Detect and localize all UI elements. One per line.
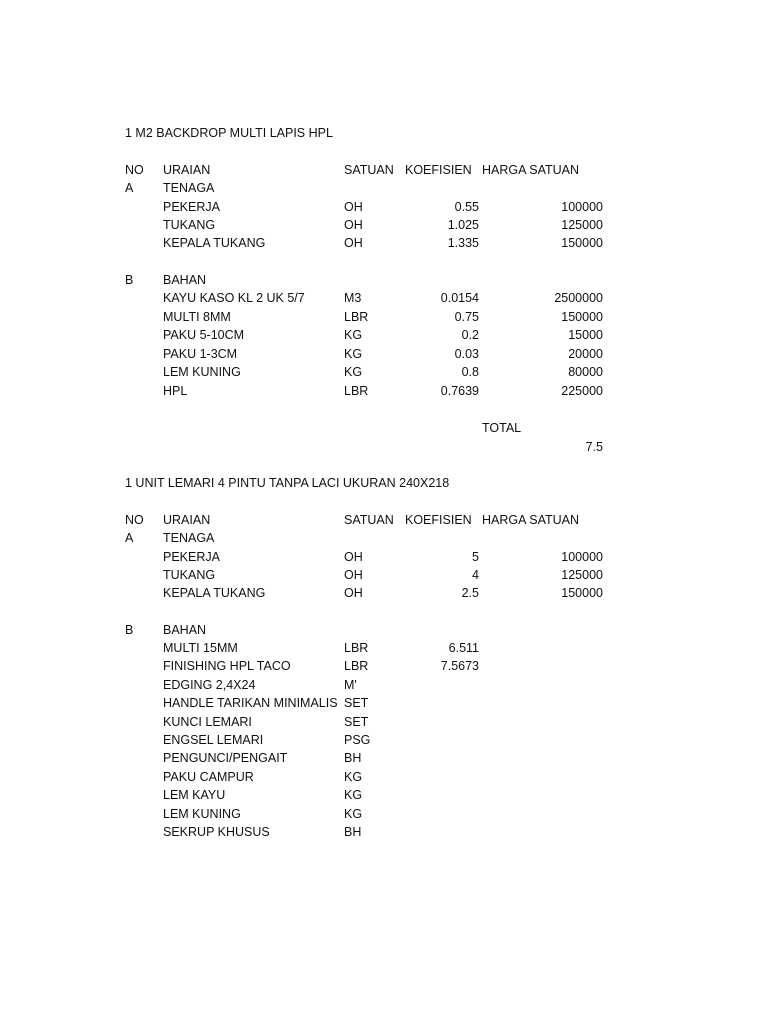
table-row <box>0 345 768 363</box>
item-satuan: OH <box>344 236 363 250</box>
table-row <box>0 234 768 252</box>
item-koefisien: 4 <box>472 568 479 582</box>
section-1-header-row <box>0 161 768 179</box>
item-koefisien: 0.55 <box>454 200 479 214</box>
item-koefisien: 7.5673 <box>440 659 479 673</box>
item-harga: 150000 <box>561 236 603 250</box>
item-harga: 100000 <box>561 200 603 214</box>
item-koefisien: 1.335 <box>447 236 479 250</box>
item-satuan: LBR <box>344 641 369 655</box>
item-satuan: OH <box>344 586 363 600</box>
item-uraian: PAKU 5-10CM <box>163 328 245 342</box>
section-title: 1 UNIT LEMARI 4 PINTU TANPA LACI UKURAN 240X218 <box>125 476 450 490</box>
table-row <box>0 657 768 675</box>
item-uraian: EDGING 2,4X24 <box>163 678 256 692</box>
table-row <box>0 584 768 602</box>
item-satuan: LBR <box>344 310 369 324</box>
table-row <box>0 198 768 216</box>
item-uraian: KEPALA TUKANG <box>163 586 266 600</box>
item-uraian: TUKANG <box>163 218 216 232</box>
item-harga: 150000 <box>561 310 603 324</box>
group-code: B <box>125 623 134 637</box>
item-satuan: KG <box>344 770 363 784</box>
item-koefisien: 0.7639 <box>440 384 479 398</box>
header-satuan: SATUAN <box>344 513 394 527</box>
item-satuan: M3 <box>344 291 362 305</box>
item-harga: 100000 <box>561 550 603 564</box>
item-uraian: LEM KUNING <box>163 807 241 821</box>
item-uraian: TUKANG <box>163 568 216 582</box>
section-2-title-row <box>0 474 768 492</box>
header-uraian: URAIAN <box>163 513 211 527</box>
header-harga-satuan: HARGA SATUAN <box>482 513 580 527</box>
total-label-row <box>0 419 768 437</box>
item-uraian: HPL <box>163 384 188 398</box>
section-1-title-row <box>0 124 768 142</box>
item-uraian: PAKU CAMPUR <box>163 770 254 784</box>
item-uraian: LEM KUNING <box>163 365 241 379</box>
item-satuan: SET <box>344 715 369 729</box>
item-satuan: KG <box>344 347 363 361</box>
table-row <box>0 639 768 657</box>
item-uraian: PAKU 1-3CM <box>163 347 238 361</box>
item-uraian: PEKERJA <box>163 550 220 564</box>
item-uraian: KEPALA TUKANG <box>163 236 266 250</box>
header-koefisien: KOEFISIEN <box>405 513 472 527</box>
total-value: 7.5 <box>585 440 603 454</box>
group-code: B <box>125 273 134 287</box>
item-koefisien: 0.2 <box>461 328 479 342</box>
section-2-header-row <box>0 511 768 529</box>
table-row <box>0 805 768 823</box>
item-koefisien: 0.8 <box>461 365 479 379</box>
item-satuan: KG <box>344 365 363 379</box>
item-uraian: ENGSEL LEMARI <box>163 733 264 747</box>
group-name: TENAGA <box>163 531 215 545</box>
item-harga: 2500000 <box>554 291 603 305</box>
table-row <box>0 216 768 234</box>
item-koefisien: 5 <box>472 550 479 564</box>
item-satuan: OH <box>344 218 363 232</box>
header-koefisien: KOEFISIEN <box>405 163 472 177</box>
item-satuan: M' <box>344 678 357 692</box>
total-value-row <box>0 438 768 456</box>
item-harga: 20000 <box>568 347 603 361</box>
item-satuan: KG <box>344 788 363 802</box>
item-koefisien: 2.5 <box>461 586 479 600</box>
group-row <box>0 271 768 289</box>
table-row <box>0 713 768 731</box>
item-koefisien: 0.0154 <box>440 291 479 305</box>
table-row <box>0 786 768 804</box>
total-label: TOTAL <box>482 421 522 435</box>
table-row <box>0 768 768 786</box>
item-uraian: SEKRUP KHUSUS <box>163 825 270 839</box>
item-uraian: MULTI 8MM <box>163 310 231 324</box>
section-title: 1 M2 BACKDROP MULTI LAPIS HPL <box>125 126 333 140</box>
item-satuan: LBR <box>344 659 369 673</box>
group-name: BAHAN <box>163 623 207 637</box>
group-row <box>0 179 768 197</box>
header-harga-satuan: HARGA SATUAN <box>482 163 580 177</box>
item-koefisien: 0.75 <box>454 310 479 324</box>
item-uraian: MULTI 15MM <box>163 641 238 655</box>
item-harga: 225000 <box>561 384 603 398</box>
item-harga: 15000 <box>568 328 603 342</box>
item-satuan: PSG <box>344 733 371 747</box>
item-satuan: OH <box>344 568 363 582</box>
header-satuan: SATUAN <box>344 163 394 177</box>
header-uraian: URAIAN <box>163 163 211 177</box>
table-row <box>0 382 768 400</box>
item-uraian: KUNCI LEMARI <box>163 715 252 729</box>
table-row <box>0 823 768 841</box>
item-satuan: KG <box>344 328 363 342</box>
table-row <box>0 731 768 749</box>
item-uraian: FINISHING HPL TACO <box>163 659 291 673</box>
table-row <box>0 566 768 584</box>
group-name: BAHAN <box>163 273 207 287</box>
item-koefisien: 0.03 <box>454 347 479 361</box>
item-uraian: LEM KAYU <box>163 788 226 802</box>
group-code: A <box>125 531 134 545</box>
item-satuan: BH <box>344 825 362 839</box>
item-satuan: KG <box>344 807 363 821</box>
item-harga: 125000 <box>561 218 603 232</box>
group-row <box>0 529 768 547</box>
item-satuan: OH <box>344 200 363 214</box>
table-row <box>0 694 768 712</box>
item-satuan: BH <box>344 751 362 765</box>
table-row <box>0 749 768 767</box>
table-row <box>0 548 768 566</box>
item-uraian: KAYU KASO KL 2 UK 5/7 <box>163 291 305 305</box>
table-row <box>0 326 768 344</box>
item-uraian: PENGUNCI/PENGAIT <box>163 751 288 765</box>
group-name: TENAGA <box>163 181 215 195</box>
table-row <box>0 308 768 326</box>
item-harga: 80000 <box>568 365 603 379</box>
table-row <box>0 289 768 307</box>
item-harga: 125000 <box>561 568 603 582</box>
item-uraian: PEKERJA <box>163 200 220 214</box>
item-satuan: OH <box>344 550 363 564</box>
item-satuan: SET <box>344 696 369 710</box>
item-koefisien: 6.511 <box>448 641 479 655</box>
item-uraian: HANDLE TARIKAN MINIMALIS <box>163 696 338 710</box>
header-no: NO <box>125 513 144 527</box>
group-row <box>0 621 768 639</box>
table-row <box>0 363 768 381</box>
group-code: A <box>125 181 134 195</box>
table-row <box>0 676 768 694</box>
header-no: NO <box>125 163 144 177</box>
item-koefisien: 1.025 <box>447 218 479 232</box>
item-satuan: LBR <box>344 384 369 398</box>
item-harga: 150000 <box>561 586 603 600</box>
